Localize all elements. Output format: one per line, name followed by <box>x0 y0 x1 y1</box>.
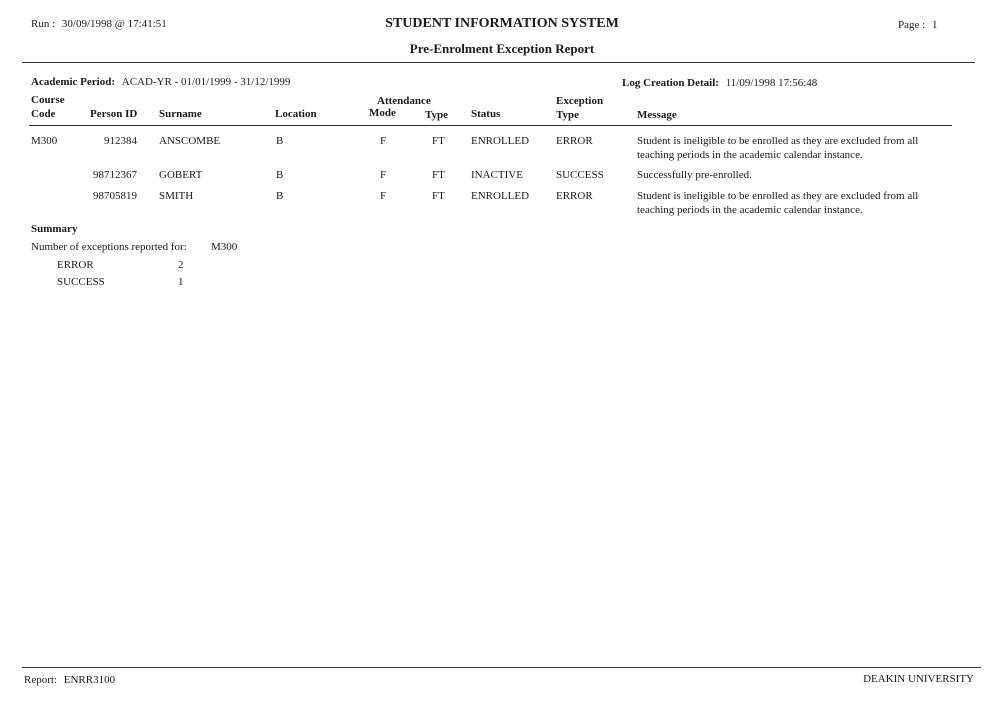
col-exception-top: Exception <box>556 95 604 107</box>
report-code-label: Report: <box>24 674 57 686</box>
cell-mode: F <box>380 190 387 202</box>
header-divider <box>22 62 975 63</box>
cell-location: B <box>276 169 284 181</box>
cell-location: B <box>276 190 284 202</box>
report-code-value: ENRR3100 <box>63 674 116 686</box>
summary-item-count: 1 <box>178 276 184 288</box>
summary-heading: Summary <box>31 223 78 235</box>
institution-name: DEAKIN UNIVERSITY <box>863 673 974 685</box>
cell-surname: SMITH <box>159 190 194 202</box>
cell-course-code: M300 <box>31 135 58 147</box>
academic-period <box>31 76 290 88</box>
page-info <box>898 19 937 31</box>
col-course-bottom: Code <box>31 108 56 120</box>
col-person-id: Person ID <box>90 108 138 120</box>
cell-exception-type: SUCCESS <box>556 169 604 181</box>
col-attendance: Attendance <box>377 95 431 107</box>
run-value: 30/09/1998 @ 17:41:51 <box>61 18 167 30</box>
page-number: 1 <box>931 19 938 31</box>
academic-period-value: ACAD-YR - 01/01/1999 - 31/12/1999 <box>121 76 291 88</box>
cell-mode: F <box>380 169 387 181</box>
log-creation-value: 11/09/1998 17:56:48 <box>725 77 818 89</box>
col-status: Status <box>471 108 501 120</box>
system-title: STUDENT INFORMATION SYSTEM <box>385 16 619 31</box>
cell-surname: GOBERT <box>159 169 203 181</box>
col-mode: Mode <box>369 107 396 119</box>
cell-message-line1: Student is ineligible to be enrolled as they are excluded from all <box>637 135 919 147</box>
col-surname: Surname <box>159 108 202 120</box>
cell-message-line2: teaching periods in the academic calendar instance. <box>637 204 863 216</box>
cell-location: B <box>276 135 284 147</box>
cell-exception-type: ERROR <box>556 190 593 202</box>
run-label: Run : <box>31 18 56 30</box>
summary-item-label: ERROR <box>57 259 94 271</box>
cell-person-id: 98705819 <box>93 190 137 202</box>
col-type: Type <box>425 109 449 121</box>
col-message: Message <box>637 109 677 121</box>
cell-person-id: 98712367 <box>93 169 137 181</box>
col-location: Location <box>275 108 317 120</box>
cell-message-line1: Successfully pre-enrolled. <box>637 169 752 181</box>
col-exception-bottom: Type <box>556 109 580 121</box>
cell-exception-type: ERROR <box>556 135 593 147</box>
log-creation <box>622 77 817 89</box>
summary-item-label: SUCCESS <box>57 276 105 288</box>
cell-type: FT <box>432 135 445 147</box>
summary-exceptions-label: Number of exceptions reported for: <box>31 241 187 253</box>
cell-status: ENROLLED <box>471 190 530 202</box>
cell-status: INACTIVE <box>471 169 523 181</box>
report-title: Pre-Enrolment Exception Report <box>409 41 595 56</box>
cell-message-line1: Student is ineligible to be enrolled as they are excluded from all <box>637 190 919 202</box>
cell-surname: ANSCOMBE <box>159 135 221 147</box>
cell-message-line2: teaching periods in the academic calendar instance. <box>637 149 863 161</box>
summary-item-count: 2 <box>178 259 184 271</box>
columns-divider <box>29 125 952 126</box>
report-code <box>24 674 115 686</box>
cell-status: ENROLLED <box>471 135 530 147</box>
cell-mode: F <box>380 135 387 147</box>
footer-divider <box>22 667 981 668</box>
log-creation-label: Log Creation Detail: <box>622 77 719 89</box>
academic-period-label: Academic Period: <box>31 76 115 88</box>
cell-type: FT <box>432 169 445 181</box>
page-label: Page : <box>898 19 926 31</box>
cell-person-id: 912384 <box>104 135 137 147</box>
summary-exceptions-course: M300 <box>211 241 238 253</box>
col-course-top: Course <box>31 94 65 106</box>
cell-type: FT <box>432 190 445 202</box>
